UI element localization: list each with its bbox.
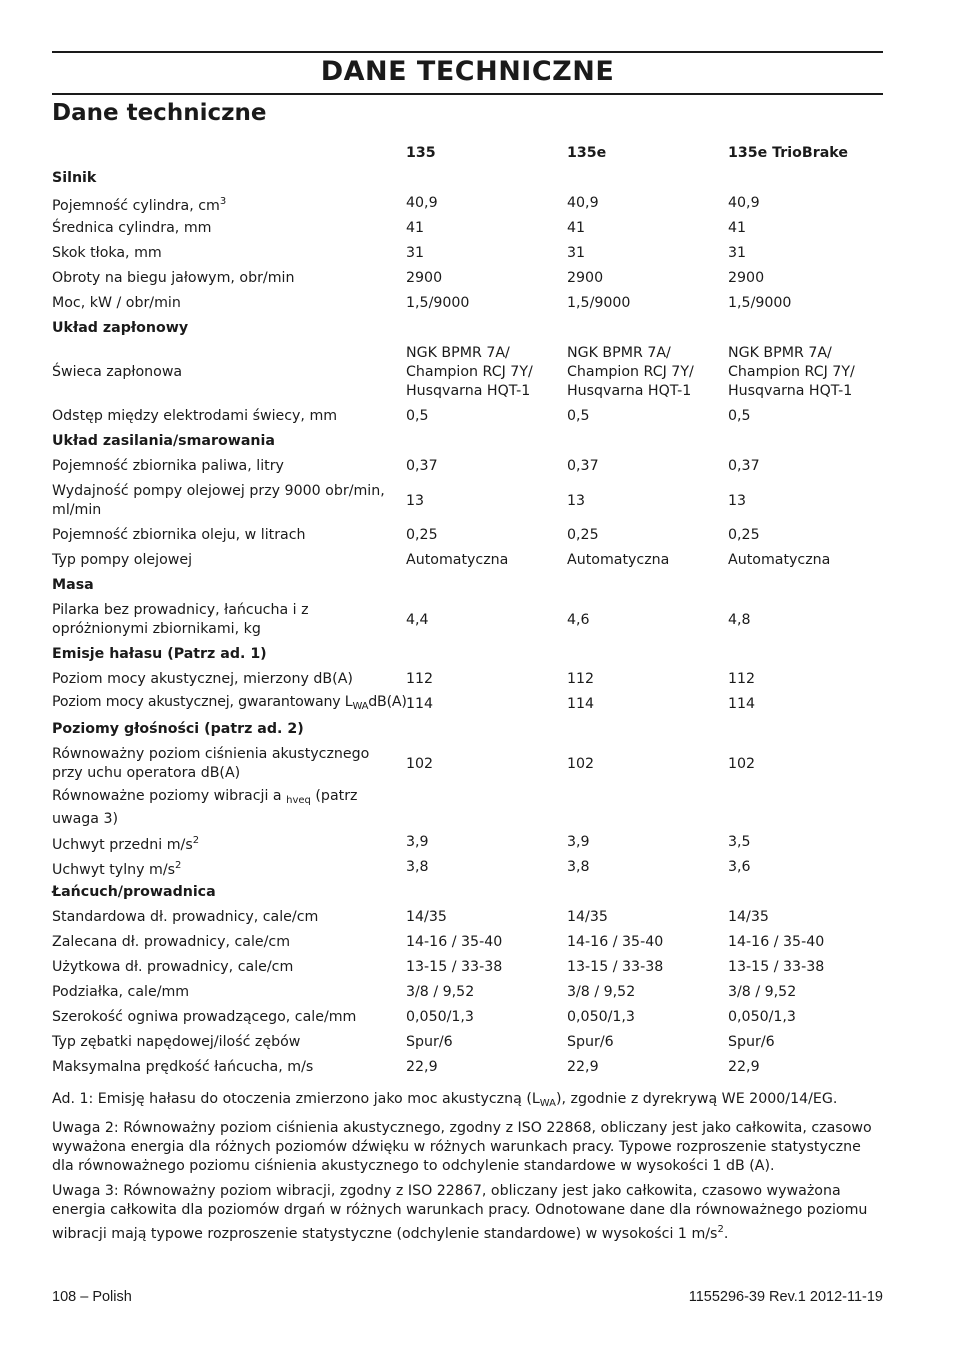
superscript: 2 [717,1224,724,1235]
page-header-title: DANE TECHNICZNE [320,56,615,87]
cell-value: 4,4 [406,611,429,628]
cell-value: 22,9 [406,1059,438,1075]
row-label: Typ zębatki napędowej/ilość zębów [52,1034,301,1050]
row-label: Typ pompy olejowej [52,552,193,568]
table-row [52,830,883,855]
table-row [52,692,883,717]
superscript: 3 [219,195,227,207]
spec-table [52,141,883,1080]
row-label: Podziałka, cale/mm [52,984,190,1000]
cell-value: 22,9 [567,1059,599,1075]
cell-value: 3,9 [567,834,590,850]
cell-value: Automatyczna [406,552,509,568]
section-row-sound [52,717,883,742]
cell-line: Husqvarna HQT-1 [406,383,531,399]
section-label: Łańcuch/prowadnica [52,884,216,900]
row-label-text: Uchwyt przedni m/s [52,836,193,853]
cell-value: 0,050/1,3 [728,1009,796,1025]
cell-value: Spur/6 [728,1034,775,1050]
cell-value: 0,5 [567,408,590,424]
header-cell-135e-triobrake: 135e TrioBrake [728,145,848,161]
note-text: Uwaga 3: Równoważny poziom wibracji, zgodny z ISO 22867, obliczany jest jako całkowita, czasowo wyważona energia całkowita dla poziomów drgań w różnych warunkach pracy. Odnotowane dane dla równoważnego poziomu wibracji mają typowe rozproszenie statystyczne (odchylenie standardowe) w wysokości 1 m/s [52,1183,868,1242]
row-label [52,830,406,855]
cell-value: 13 [406,492,425,509]
cell-value: 14/35 [728,909,769,925]
cell-value: 114 [567,696,595,712]
row-label: Moc, kW / obr/min [52,295,181,311]
section-label: Silnik [52,170,97,186]
row-label: Równoważny poziom ciśnienia akustycznego przy uchu operatora dB(A) [52,746,370,781]
section-label-note: (patrz uwaga 3) [52,788,358,827]
section-title: Dane techniczne [52,100,267,126]
row-label-text: Pojemność cylindra, cm [52,197,220,214]
cell-value [567,341,728,404]
table-row [52,667,883,692]
cell-value: 40,9 [406,195,438,211]
cell-value: 0,5 [406,408,429,424]
cell-value: 102 [406,755,434,772]
cell-value: 114 [406,696,434,712]
cell-value: 0,37 [728,458,760,474]
cell-value: 13 [728,492,747,509]
cell-value: 3,9 [406,834,429,850]
cell-value: 3/8 / 9,52 [728,984,797,1000]
row-label: Średnica cylindra, mm [52,220,212,236]
cell-value: 3/8 / 9,52 [406,984,475,1000]
cell-value: 112 [406,671,434,687]
section-label [52,786,406,830]
cell-value: 0,37 [567,458,599,474]
section-label: Układ zasilania/smarowania [52,433,275,449]
section-label-text: Równoważne poziomy wibracji a [52,788,282,804]
cell-value: 112 [567,671,595,687]
cell-line: Champion RCJ 7Y/ [567,364,694,380]
cell-value: 0,25 [728,527,760,543]
cell-line: Husqvarna HQT-1 [567,383,692,399]
row-label-text: Uchwyt tylny m/s [52,861,176,878]
cell-value: 1,5/9000 [567,295,631,311]
section-row-noise [52,642,883,667]
section-row-chain [52,880,883,905]
header-cell-135: 135 [406,145,436,161]
section-row-mass [52,573,883,598]
cell-value: 41 [406,220,425,236]
table-row [52,1030,883,1055]
row-label [52,191,406,216]
cell-value: 13-15 / 33-38 [567,959,664,975]
section-label: Emisje hałasu (Patrz ad. 1) [52,646,267,662]
cell-value: 14/35 [567,909,608,925]
cell-value: 2900 [406,270,443,286]
cell-line: NGK BPMR 7A/ [728,345,832,361]
subscript: hveq [286,795,311,806]
header-cell [52,141,406,166]
cell-line: NGK BPMR 7A/ [567,345,671,361]
cell-value: 0,37 [406,458,438,474]
cell-value: 31 [567,245,586,261]
cell-value: 14-16 / 35-40 [406,934,503,950]
header-rule-bottom [52,93,883,95]
row-label [52,692,406,717]
table-row [52,241,883,266]
row-label: Świeca zapłonowa [52,364,183,380]
row-label: Odstęp między elektrodami świecy, mm [52,408,338,424]
table-row [52,598,883,642]
note-uwaga2: Uwaga 2: Równoważny poziom ciśnienia akustycznego, zgodny z ISO 22868, obliczany jest jako całkowita, czasowo wyważona energia dla różnych poziomów dźwięku w różnych warunkach pracy. Typowe rozproszenie statystyczne dla równoważnego poziomu ciśnienia akustycznego to odchylenie standardowe w wysokości 1 dB (A). [52,1120,872,1174]
notes [52,1090,883,1250]
section-row-vibration [52,786,883,830]
row-label: Szerokość ogniwa prowadzącego, cale/mm [52,1009,357,1025]
cell-value: 40,9 [567,195,599,211]
cell-value: 4,8 [728,611,751,628]
cell-value: 102 [728,755,756,772]
cell-value: 22,9 [728,1059,760,1075]
table-row [52,404,883,429]
cell-value: Automatyczna [728,552,831,568]
row-label: Pilarka bez prowadnicy, łańcucha i z opróżnionymi zbiornikami, kg [52,602,309,637]
cell-value: 13-15 / 33-38 [728,959,825,975]
table-row [52,191,883,216]
row-label-text: Poziom mocy akustycznej, gwarantowany L [52,694,353,710]
cell-value: 3,8 [406,859,429,875]
cell-value: Spur/6 [567,1034,614,1050]
row-label: Pojemność zbiornika paliwa, litry [52,458,284,474]
cell-value: 31 [728,245,747,261]
row-label: Pojemność zbiornika oleju, w litrach [52,527,306,543]
empty-cell [567,786,728,830]
cell-value: 2900 [567,270,604,286]
cell-value: 3,5 [728,834,751,850]
superscript: 2 [175,859,182,871]
row-label: Poziom mocy akustycznej, mierzony dB(A) [52,671,353,687]
empty-cell [406,786,567,830]
row-label: Maksymalna prędkość łańcucha, m/s [52,1059,314,1075]
cell-value: 0,5 [728,408,751,424]
table-row [52,855,883,880]
note-ad1 [52,1090,883,1113]
superscript: 2 [192,834,200,846]
cell-value: 14-16 / 35-40 [567,934,664,950]
cell-line: NGK BPMR 7A/ [406,345,510,361]
table-row [52,523,883,548]
table-row [52,266,883,291]
row-label [52,855,406,880]
cell-value: 14-16 / 35-40 [728,934,825,950]
table-row [52,454,883,479]
subscript: WA [352,701,369,712]
cell-value: 112 [728,671,756,687]
cell-value: 4,6 [567,611,590,628]
cell-value: 40,9 [728,195,760,211]
table-row [52,980,883,1005]
table-row [52,742,883,786]
table-row [52,216,883,241]
table-row [52,955,883,980]
cell-value: 0,050/1,3 [567,1009,635,1025]
cell-value: 13 [567,492,586,509]
cell-value: 102 [567,755,595,772]
cell-value: 114 [728,696,756,712]
table-row [52,341,883,404]
section-row-fuel [52,429,883,454]
cell-value: 3/8 / 9,52 [567,984,636,1000]
row-label: Zalecana dł. prowadnicy, cale/cm [52,934,291,950]
table-row [52,479,883,523]
table-row [52,1005,883,1030]
cell-value [728,341,883,404]
cell-value: 41 [567,220,586,236]
cell-value [406,341,567,404]
cell-value: 13-15 / 33-38 [406,959,503,975]
cell-value: 3,8 [567,859,590,875]
cell-value: Spur/6 [406,1034,453,1050]
table-row [52,548,883,573]
cell-value: 41 [728,220,747,236]
cell-value: 0,25 [406,527,438,543]
section-label: Masa [52,577,94,593]
header-cell-135e: 135e [567,145,607,161]
header-rule-top [52,51,883,53]
cell-value: 0,25 [567,527,599,543]
note-text: Ad. 1: Emisję hałasu do otoczenia zmierzono jako moc akustyczną (L [52,1091,540,1107]
row-label: Użytkowa dł. prowadnicy, cale/cm [52,959,294,975]
cell-value: Automatyczna [567,552,670,568]
cell-line: Husqvarna HQT-1 [728,383,853,399]
cell-line: Champion RCJ 7Y/ [406,364,533,380]
table-header-row [52,141,883,166]
footer-doc-id: 1155296-39 Rev.1 2012-11-19 [688,1289,883,1305]
row-label: Obroty na biegu jałowym, obr/min [52,270,295,286]
section-row-ignition [52,316,883,341]
table-row [52,1055,883,1080]
row-label: Standardowa dł. prowadnicy, cale/cm [52,909,319,925]
cell-value: 0,050/1,3 [406,1009,474,1025]
row-label: Skok tłoka, mm [52,245,162,261]
cell-value: 2900 [728,270,765,286]
cell-value: 14/35 [406,909,447,925]
cell-line: Champion RCJ 7Y/ [728,364,855,380]
cell-value: 1,5/9000 [406,295,470,311]
note-text: ), zgodnie z dyrekrywą WE 2000/14/EG. [555,1091,838,1107]
table-row [52,930,883,955]
cell-value: 1,5/9000 [728,295,792,311]
section-row-engine [52,166,883,191]
row-label-unit: dB(A) [368,694,407,710]
footer-page-number: 108 – Polish [52,1289,132,1305]
subscript: WA [539,1098,556,1109]
cell-value: 3,6 [728,859,751,875]
section-label: Układ zapłonowy [52,320,189,336]
note-uwaga3 [52,1182,883,1244]
empty-cell [728,786,883,830]
note-text: . [723,1226,729,1242]
table-row [52,291,883,316]
table-row [52,905,883,930]
cell-value: 31 [406,245,425,261]
row-label: Wydajność pompy olejowej przy 9000 obr/min, ml/min [52,483,385,518]
section-label: Poziomy głośności (patrz ad. 2) [52,721,304,737]
